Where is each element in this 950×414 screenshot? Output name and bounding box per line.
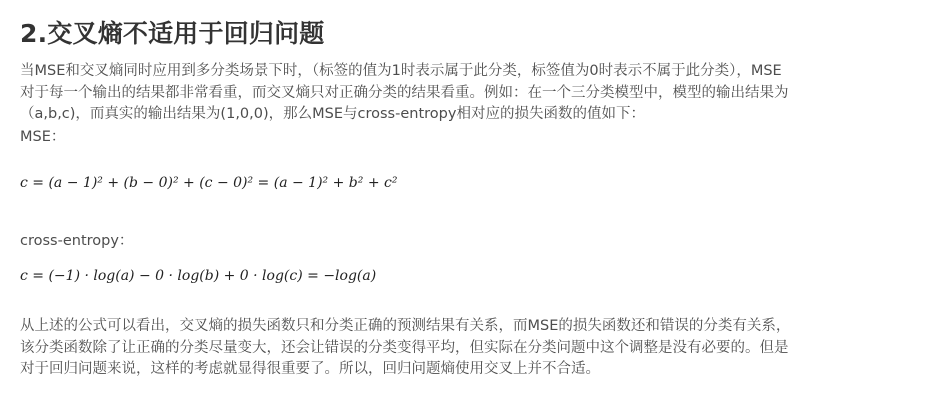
conclusion-paragraph — [20, 316, 790, 381]
intro-paragraph — [20, 61, 789, 126]
intro-line: （a,b,c)，而真实的输出结果为(1,0,0)，那么MSE与cross-entropy相对应的损失函数的值如下： — [20, 106, 645, 122]
conclusion-line: 该分类函数除了让正确的分类尽量变大，还会让错误的分类变得平均，但实际在分类问题中这个调整是没有必要的。但是 — [20, 339, 789, 356]
mse-formula: c = (a − 1)² + (b − 0)² + (c − 0)² = (a − 1)² + b² + c² — [20, 175, 398, 191]
conclusion-line: 从上述的公式可以看出，交叉熵的损失函数只和分类正确的预测结果有关系，而MSE的损失函数还和错误的分类有关系， — [20, 318, 791, 334]
cross-entropy-label: cross-entropy： — [20, 233, 134, 249]
intro-line: 对于每一个输出的结果都非常看重，而交叉熵只对正确分类的结果看重。例如：在一个三分类模型中，模型的输出结果为 — [20, 84, 789, 101]
section-heading: 2.交叉熵不适用于回归问题 — [20, 19, 325, 48]
mse-label: MSE： — [20, 129, 66, 145]
conclusion-line: 对于回归问题来说，这样的考虑就显得很重要了。所以，回归问题熵使用交叉上并不合适。 — [20, 361, 600, 377]
intro-line: 当MSE和交叉熵同时应用到多分类场景下时，（标签的值为1时表示属于此分类，标签值为0时表示不属于此分类），MSE — [20, 63, 782, 79]
cross-entropy-formula: c = (−1) · log(a) − 0 · log(b) + 0 · log(c) = −log(a) — [20, 268, 377, 284]
